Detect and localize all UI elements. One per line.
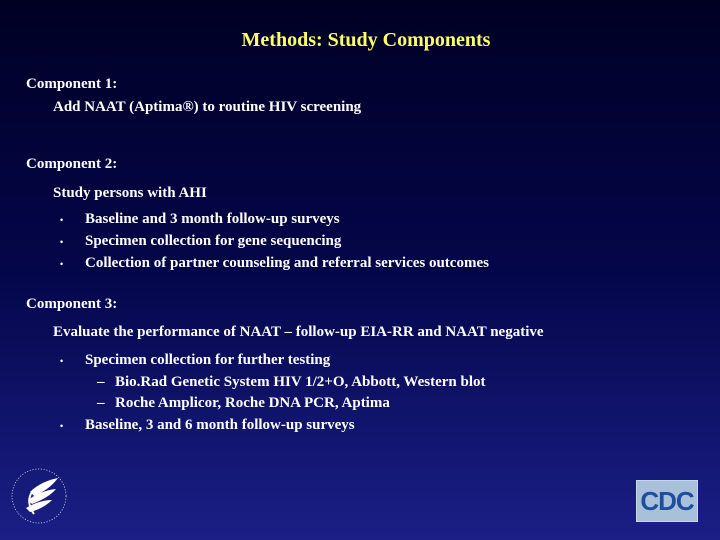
bullet-marker: •: [60, 356, 64, 366]
slide-title: Methods: Study Components: [241, 29, 491, 51]
component-2-bullet-3: Collection of partner counseling and referral services outcomes: [85, 255, 489, 271]
bullet-marker: •: [60, 259, 64, 269]
component-3-bullet-2: Baseline, 3 and 6 month follow-up surveys: [85, 417, 355, 433]
dash-marker: –: [97, 374, 105, 390]
bullet-marker: •: [60, 237, 64, 247]
component-3-sub-bullet-2: Roche Amplicor, Roche DNA PCR, Aptima: [115, 395, 390, 411]
hhs-eagle-logo: [8, 462, 70, 532]
component-2-bullet-2: Specimen collection for gene sequencing: [85, 233, 342, 249]
cdc-logo: [636, 480, 698, 522]
component-2-heading: Component 2:: [26, 156, 118, 172]
bullet-marker: •: [60, 421, 64, 431]
dash-marker: –: [97, 395, 105, 411]
component-1-line: Add NAAT (Aptima®) to routine HIV screening: [53, 99, 362, 115]
component-1-heading: Component 1:: [26, 76, 118, 92]
component-2-intro: Study persons with AHI: [53, 185, 207, 201]
component-2-bullet-1: Baseline and 3 month follow-up surveys: [85, 211, 340, 227]
component-3-intro: Evaluate the performance of NAAT – follow-up EIA-RR and NAAT negative: [53, 324, 544, 340]
component-3-heading: Component 3:: [26, 296, 118, 312]
cdc-logo-text: CDC: [640, 485, 694, 516]
bullet-marker: •: [60, 215, 64, 225]
component-3-bullet-1: Specimen collection for further testing: [85, 352, 331, 368]
component-3-sub-bullet-1: Bio.Rad Genetic System HIV 1/2+O, Abbott, Western blot: [115, 374, 486, 390]
